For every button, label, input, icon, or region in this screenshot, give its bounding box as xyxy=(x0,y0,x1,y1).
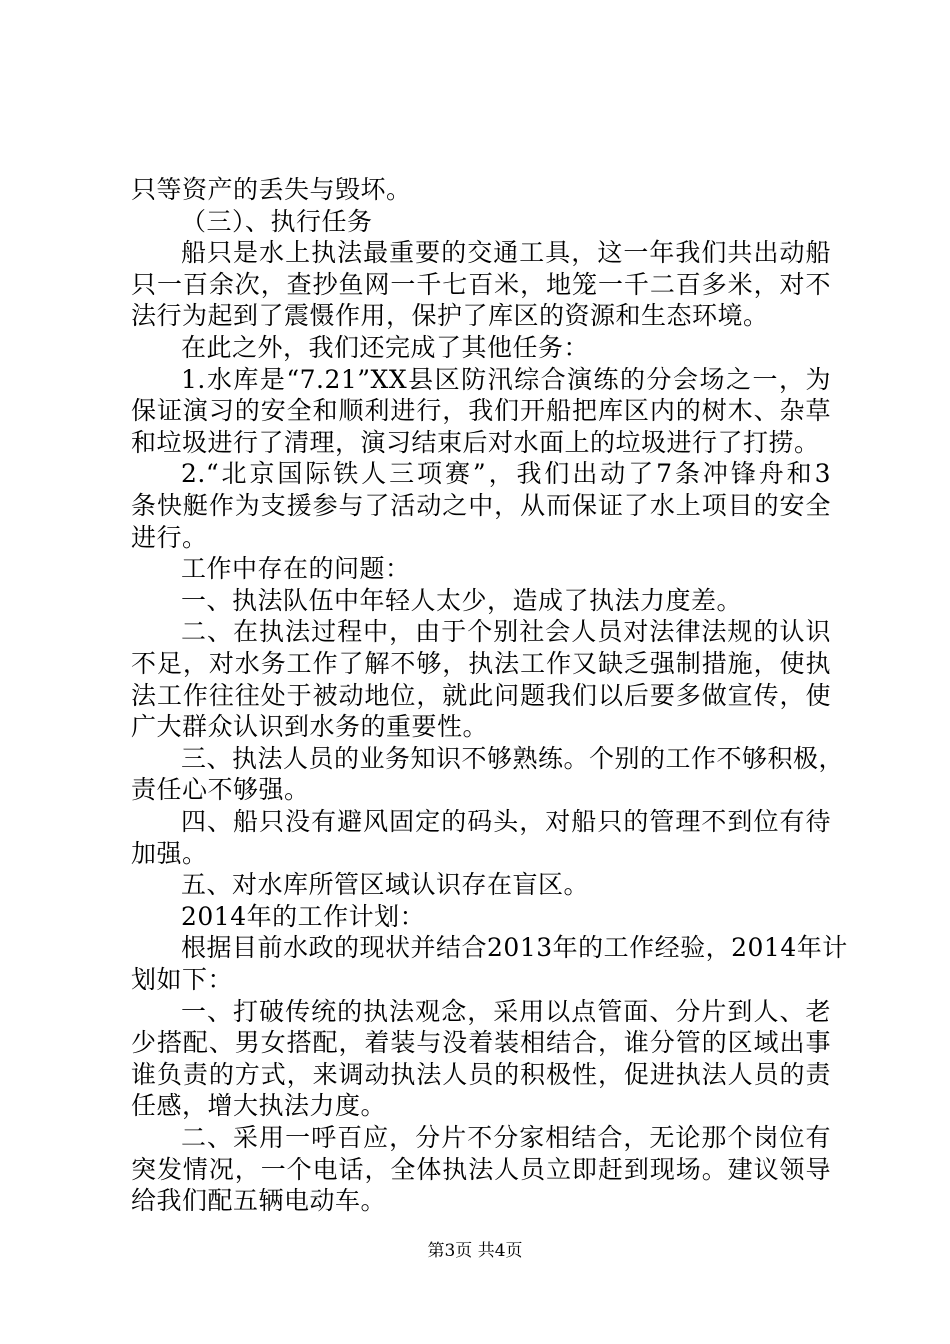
body-line: 突发情况，一个电话，全体执法人员立即赶到现场。建议领导 xyxy=(131,1154,831,1184)
section-heading: 2014年的工作计划： xyxy=(181,901,426,931)
body-line: 谁负责的方式，来调动执法人员的积极性，促进执法人员的责 xyxy=(131,1059,831,1089)
body-line: 少搭配、男女搭配，着装与没着装相结合，谁分管的区域出事 xyxy=(131,1028,831,1058)
body-line: 加强。 xyxy=(131,838,208,868)
body-line: 二、采用一呼百应，分片不分家相结合，无论那个岗位有 xyxy=(181,1123,831,1152)
body-line: 广大群众认识到水务的重要性。 xyxy=(131,712,489,742)
body-line: 根据目前水政的现状并结合2013年的工作经验，2014年计 xyxy=(181,933,848,963)
body-line: 进行。 xyxy=(131,522,208,552)
body-line: 三、执法人员的业务知识不够熟练。个别的工作不够积极， xyxy=(181,743,845,773)
body-line: 一、执法队伍中年轻人太少，造成了执法力度差。 xyxy=(181,585,743,615)
body-line: 四、船只没有避风固定的码头，对船只的管理不到位有待 xyxy=(181,807,831,836)
body-line: 一、打破传统的执法观念，采用以点管面、分片到人、老 xyxy=(181,996,831,1026)
body-line: 划如下： xyxy=(131,965,234,994)
body-line: 五、对水库所管区域认识存在盲区。 xyxy=(181,870,590,900)
body-line: 给我们配五辆电动车。 xyxy=(131,1186,387,1216)
body-line: 2.“北京国际铁人三项赛”，我们出动了7条冲锋舟和3 xyxy=(181,459,831,489)
body-line: 二、在执法过程中，由于个别社会人员对法律法规的认识 xyxy=(181,617,831,647)
body-line: 责任心不够强。 xyxy=(131,775,310,805)
section-heading: 工作中存在的问题： xyxy=(181,554,411,584)
body-line: 在此之外，我们还完成了其他任务： xyxy=(181,333,590,362)
section-heading: （三）、执行任务 xyxy=(181,206,373,236)
body-line: 只等资产的丢失与毁坏。 xyxy=(131,175,412,204)
body-line: 船只是水上执法最重要的交通工具，这一年我们共出动船 xyxy=(181,238,831,268)
body-line: 法工作往往处于被动地位，就此问题我们以后要多做宣传，使 xyxy=(131,680,831,710)
body-line: 和垃圾进行了清理，演习结束后对水面上的垃圾进行了打捞。 xyxy=(131,427,820,457)
body-line: 不足，对水务工作了解不够，执法工作又缺乏强制措施，使执 xyxy=(131,649,831,678)
body-line: 只一百余次，查抄鱼网一千七百米，地笼一千二百多米，对不 xyxy=(131,269,831,299)
page-number-footer: 第3页 共4页 xyxy=(427,1241,523,1261)
body-line: 保证演习的安全和顺利进行，我们开船把库区内的树木、杂草 xyxy=(131,396,831,426)
body-line: 法行为起到了震慑作用，保护了库区的资源和生态环境。 xyxy=(131,301,769,331)
body-line: 任感，增大执法力度。 xyxy=(131,1091,387,1121)
body-line: 1.水库是“7.21”XX县区防汛综合演练的分会场之一，为 xyxy=(181,364,831,394)
body-line: 条快艇作为支援参与了活动之中，从而保证了水上项目的安全 xyxy=(131,491,831,520)
